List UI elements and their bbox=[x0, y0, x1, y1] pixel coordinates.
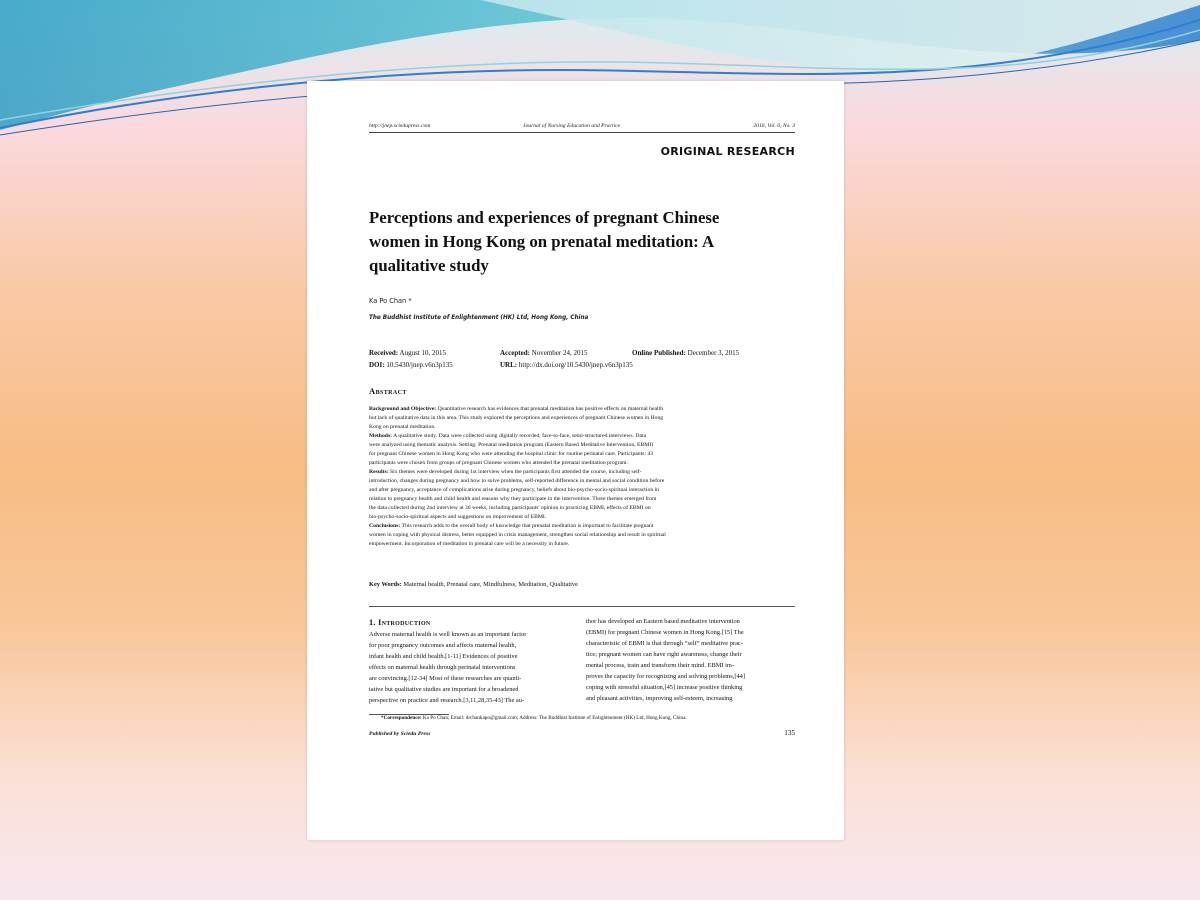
intro-right-line: and pleasant activities, improving self-esteem, increasing bbox=[586, 695, 733, 702]
abstract-line: and after pregnancy, acceptance of complications arise during pregnancy, beliefs about bio-psycho-socio-spiritual interaction in bbox=[369, 487, 660, 493]
author-name: Ka Po Chan * bbox=[369, 297, 412, 305]
paper-page bbox=[307, 81, 844, 840]
accepted-date: Accepted: November 24, 2015 bbox=[500, 349, 588, 357]
intro-right-line: (EBMI) for pregnant Chinese women in Hong Kong.[15] The bbox=[586, 629, 744, 636]
intro-left-line: effects on maternal health through perinatal interventions bbox=[369, 664, 516, 671]
header-rule bbox=[369, 132, 795, 133]
abstract-line: Kong on prenatal meditation. bbox=[369, 424, 436, 430]
key-words: Key Words: Maternal health, Prenatal care, Mindfulness, Meditation, Qualitative bbox=[369, 581, 578, 588]
paper-title bbox=[369, 206, 789, 278]
abstract-heading: Abstract bbox=[369, 386, 407, 396]
introduction-heading: 1. Introduction bbox=[369, 618, 431, 627]
intro-left-line: Adverse maternal health is well known as an important factor bbox=[369, 631, 527, 638]
abstract-line: Methods: A qualitative study. Data were collected using digitally recorded, face-to-face, semi-structured interviews. Data bbox=[369, 433, 647, 439]
correspondence-footnote: *Correspondence: Ka Po Chan; Email: drchankapo@gmail.com; Address: The Buddhist Institute of Enlightenment (HK) Ltd, Hong Kong, China. bbox=[381, 715, 687, 721]
author-affiliation: The Buddhist Institute of Enlightenment (HK) Ltd, Hong Kong, China bbox=[369, 315, 589, 321]
abstract-line: Conclusions: This research adds to the overall body of knowledge that prenatal meditation is important to facilitate pregnant bbox=[369, 523, 654, 529]
page-number: 135 bbox=[784, 729, 795, 737]
title-line: qualitative study bbox=[369, 256, 489, 275]
abstract-line: introduction, changes during pregnancy and how to solve problems, self-reported difference in mental and social condition before bbox=[369, 478, 665, 484]
abstract-line: Results: Six themes were developed during 1st interview when the participants first attended the course, including self- bbox=[369, 469, 642, 475]
publisher-credit: Published by Sciedu Press bbox=[369, 731, 431, 737]
intro-left-line: for poor pregnancy outcomes and affects maternal health, bbox=[369, 642, 517, 649]
received-date: Received: August 10, 2015 bbox=[369, 349, 447, 357]
abstract-line: women in coping with physical distress, better equipped in crisis management, strengthen social relationship and result in spiritual bbox=[369, 532, 666, 538]
journal-url[interactable]: http://jnep.sciedupress.com bbox=[369, 123, 431, 129]
running-header bbox=[369, 123, 795, 132]
intro-right-line: thor has developed an Eastern based meditative intervention bbox=[586, 618, 740, 625]
doi-url[interactable]: URL: http://dx.doi.org/10.5430/jnep.v6n3p135 bbox=[500, 361, 633, 369]
intro-left-line: perspective on practice and research.[3,11,28,35-43] The au- bbox=[369, 697, 525, 704]
abstract-line: participants were chosen from groups of pregnant Chinese women who attended the prenatal meditation program. bbox=[369, 460, 628, 466]
abstract-line: Background and Objective: Quantitative research has evidences that prenatal meditation has positive effects on maternal health bbox=[369, 406, 664, 412]
intro-left-line: infant health and child health.[1-11] Evidences of positive bbox=[369, 653, 518, 660]
abstract-line: bio-psycho-socio-spiritual aspects and suggestions on improvement of EBMI. bbox=[369, 514, 547, 520]
intro-right-line: tice; pregnant women can have right awareness, change their bbox=[586, 651, 742, 658]
published-date: Online Published: December 3, 2015 bbox=[632, 349, 740, 357]
intro-right-line: coping with stressful situation,[45] increase positive thinking bbox=[586, 684, 743, 691]
intro-right-line: characteristic of EBMI is that through “self” meditative prac- bbox=[586, 640, 743, 647]
abstract-line: empowerment. Incorporation of meditation in prenatal care will be a necessity in future. bbox=[369, 541, 570, 547]
title-line: women in Hong Kong on prenatal meditation: A bbox=[369, 232, 715, 251]
intro-right-line: proves the capacity for recognizing and solving problems,[44] bbox=[586, 673, 746, 680]
title-line: Perceptions and experiences of pregnant Chinese bbox=[369, 208, 720, 227]
journal-volume: 2016, Vol. 6, No. 3 bbox=[753, 123, 795, 129]
section-label: ORIGINAL RESEARCH bbox=[660, 145, 795, 158]
abstract-line: the data collected during 2nd interview at 36 weeks, including participants' opinion in practicing EBMI, effects of EBMI on bbox=[369, 505, 651, 511]
intro-left-line: are convincing.[12-34] Most of these researches are quanti- bbox=[369, 675, 522, 682]
journal-name: Journal of Nursing Education and Practice bbox=[523, 123, 621, 129]
abstract-line: but lack of qualitative data in this area. This study explored the perceptions and experiences of pregnant Chinese women in Hong bbox=[369, 415, 664, 421]
abstract-line: for pregnant Chinese women in Hong Kong who were attending the hospital clinic for routine perinatal care. Participants: 43 bbox=[369, 451, 654, 457]
section-divider bbox=[369, 606, 795, 607]
abstract-line: were analyzed using thematic analysis. Setting: Prenatal meditation program (Eastern Based Meditative Intervention, EBMI) bbox=[369, 442, 654, 448]
doi: DOI: 10.5430/jnep.v6n3p135 bbox=[369, 361, 453, 369]
intro-left-line: tative but qualitative studies are important for a broadened bbox=[369, 686, 519, 693]
intro-right-line: mental process, train and transform their mind. EBMI im- bbox=[586, 662, 735, 669]
abstract-line: relation to pregnancy health and child health and reasons why they participate in the intervention. Three themes emerged from bbox=[369, 496, 657, 502]
